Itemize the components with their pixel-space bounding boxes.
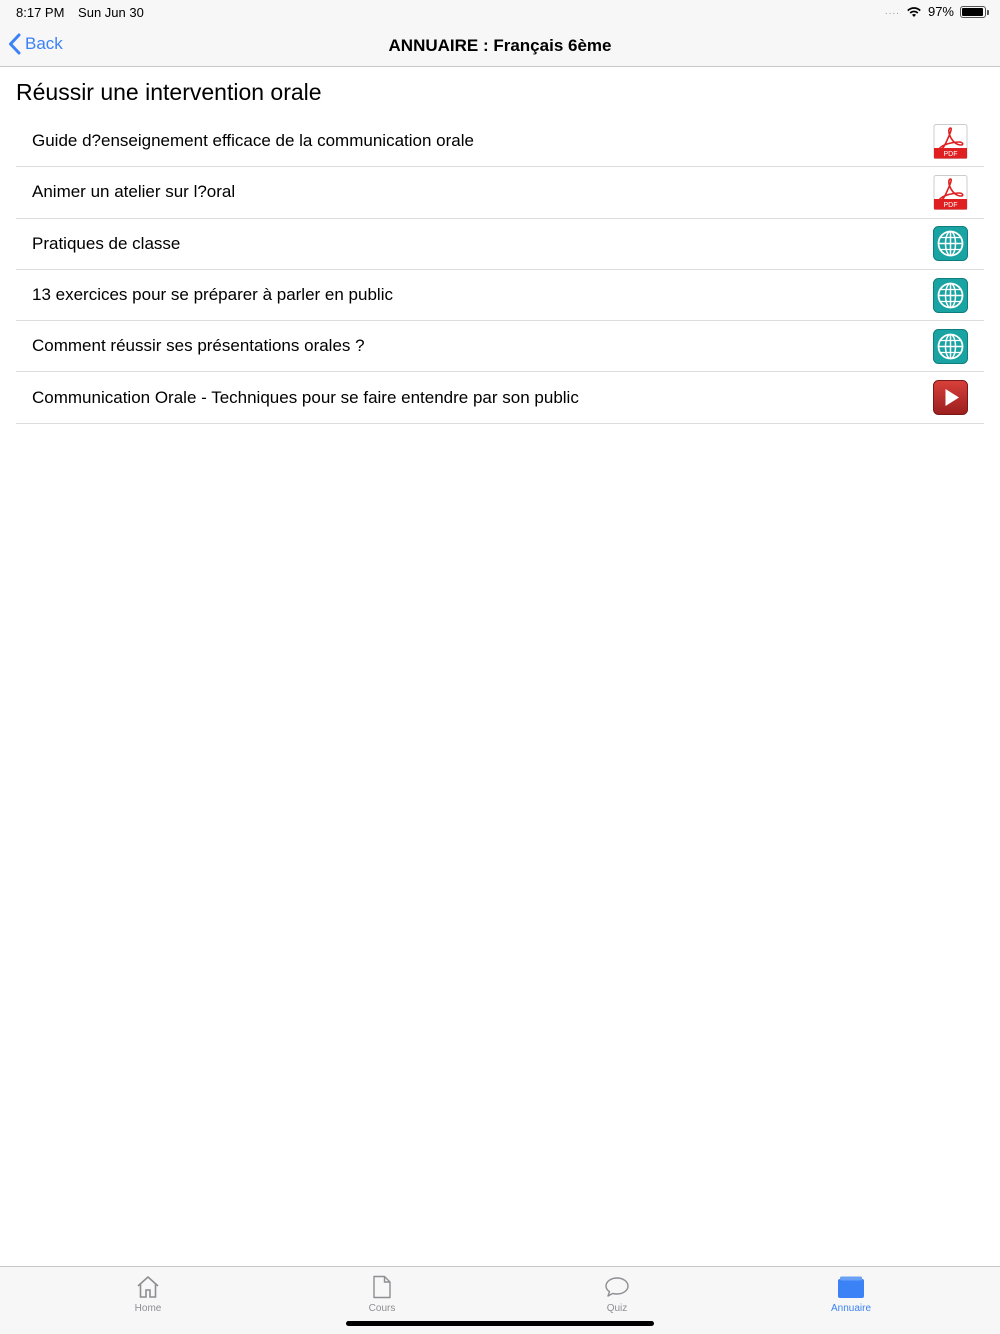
- tab-cours[interactable]: [322, 1273, 442, 1314]
- signal-dots-icon: ....: [884, 6, 900, 17]
- section-title: Réussir une intervention orale: [16, 79, 322, 105]
- list-item[interactable]: [16, 321, 984, 372]
- list-item[interactable]: [16, 116, 984, 167]
- list-item-label: Comment réussir ses présentations orales ?: [32, 336, 365, 356]
- status-time: 8:17 PM: [16, 5, 65, 20]
- document-icon: [322, 1273, 442, 1301]
- list-item-label: Communication Orale - Techniques pour se faire entendre par son public: [32, 387, 579, 407]
- pdf-icon: [933, 175, 968, 210]
- globe-icon: [933, 329, 968, 364]
- navigation-bar: [0, 24, 1000, 67]
- back-label: Back: [25, 34, 63, 53]
- battery-icon: [960, 6, 986, 18]
- chat-bubble-icon: [557, 1273, 677, 1301]
- status-date: Sun Jun 30: [78, 5, 144, 20]
- status-bar: [0, 0, 1000, 24]
- tab-label: Quiz: [606, 1303, 628, 1314]
- list-item[interactable]: [16, 167, 984, 218]
- list-item[interactable]: [16, 219, 984, 270]
- list-item-label: Pratiques de classe: [32, 233, 181, 253]
- svg-text:PDF: PDF: [943, 201, 958, 209]
- tab-label: Annuaire: [830, 1303, 872, 1314]
- list-item-label: Guide d?enseignement efficace de la communication orale: [32, 131, 474, 151]
- resource-list: [16, 116, 984, 424]
- tab-annuaire[interactable]: [791, 1273, 911, 1314]
- tab-quiz[interactable]: [557, 1273, 677, 1314]
- list-item-label: 13 exercices pour se préparer à parler en public: [32, 285, 393, 305]
- list-item[interactable]: [16, 270, 984, 321]
- home-icon: [88, 1273, 208, 1301]
- home-indicator: [346, 1321, 654, 1326]
- list-item[interactable]: [16, 372, 984, 423]
- tab-home[interactable]: [88, 1273, 208, 1314]
- tab-label: Cours: [368, 1303, 396, 1314]
- battery-percent: 97%: [927, 4, 954, 19]
- list-item-label: Animer un atelier sur l?oral: [32, 182, 236, 202]
- svg-text:PDF: PDF: [943, 150, 958, 158]
- folder-icon: [791, 1273, 911, 1301]
- status-left: [16, 5, 154, 20]
- video-play-icon: [933, 380, 968, 415]
- globe-icon: [933, 278, 968, 313]
- pdf-icon: [933, 124, 968, 159]
- wifi-icon: [906, 6, 922, 18]
- tab-label: Home: [134, 1303, 162, 1314]
- status-right: [885, 4, 986, 19]
- globe-icon: [933, 226, 968, 261]
- page-title: ANNUAIRE : Français 6ème: [388, 36, 612, 55]
